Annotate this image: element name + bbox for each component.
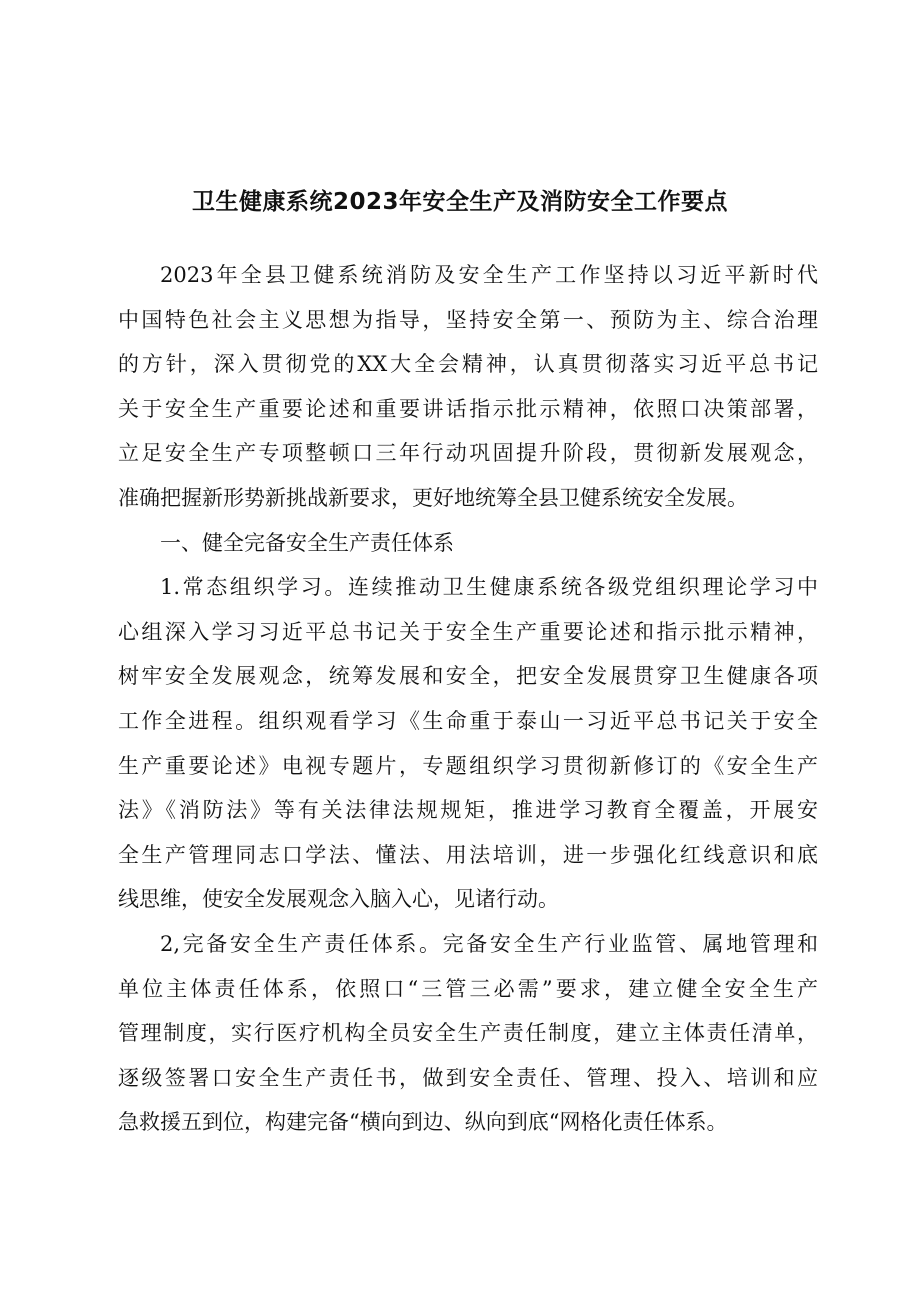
- text-line: 1.常态组织学习。连续推动卫生健康系统各级党组织理论学习中: [160, 575, 818, 600]
- text-line: 全生产管理同志口学法、懂法、用法培训，进一步强化红线意识和底: [118, 842, 818, 867]
- section-heading: [118, 521, 818, 566]
- paragraph-item-1: [118, 565, 818, 922]
- text-line: 生产重要论述》电视专题片，专题组织学习贯彻新修订的《安全生产: [118, 753, 818, 778]
- paragraph-intro: [118, 253, 818, 521]
- document-body: [118, 253, 818, 1145]
- text-line: 2,完备安全生产责任体系。完备安全生产行业监管、属地管理和: [160, 931, 818, 956]
- text-line: 立足安全生产专项整顿口三年行动巩固提升阶段，贯彻新发展观念，: [118, 441, 818, 466]
- document-title: 卫生健康系统2023年安全生产及消防安全工作要点: [191, 189, 728, 215]
- text-line: 单位主体责任体系，依照口“三管三必需”要求，建立健全安全生产: [118, 976, 818, 1001]
- text-line: 的方针，深入贯彻党的XX大全会精神，认真贯彻落实习近平总书记: [118, 352, 818, 377]
- text-line: 工作全进程。组织观看学习《生命重于泰山一习近平总书记关于安全: [118, 708, 818, 733]
- text-line: 急救援五到位，构建完备“横向到边、纵向到底“网格化责任体系。: [118, 1110, 728, 1135]
- text-line: 准确把握新形势新挑战新要求，更好地统筹全县卫健系统安全发展。: [118, 485, 748, 510]
- text-line: 心组深入学习习近平总书记关于安全生产重要论述和指示批示精神，: [118, 619, 818, 644]
- text-line: 树牢安全发展观念，统筹发展和安全，把安全发展贯穿卫生健康各项: [118, 664, 818, 689]
- text-line: 逐级签署口安全生产责任书，做到安全责任、管理、投入、培训和应: [118, 1065, 818, 1090]
- text-line: 2023年全县卫健系统消防及安全生产工作坚持以习近平新时代: [160, 263, 818, 287]
- text-line: 中国特色社会主义思想为指导，坚持安全第一、预防为主、综合治理: [118, 307, 818, 332]
- text-line: 法》《消防法》等有关法律法规规矩，推进学习教育全覆盖，开展安: [118, 798, 818, 823]
- section-heading-text: 一、健全完备安全生产责任体系: [160, 530, 454, 555]
- text-line: 管理制度，实行医疗机构全员安全生产责任制度，建立主体责任清单，: [118, 1021, 818, 1046]
- text-line: 线思维，使安全发展观念入脑入心，见诸行动。: [118, 887, 559, 912]
- text-line: 关于安全生产重要论述和重要讲话指示批示精神，依照口决策部署，: [118, 396, 818, 421]
- paragraph-item-2: [118, 922, 818, 1145]
